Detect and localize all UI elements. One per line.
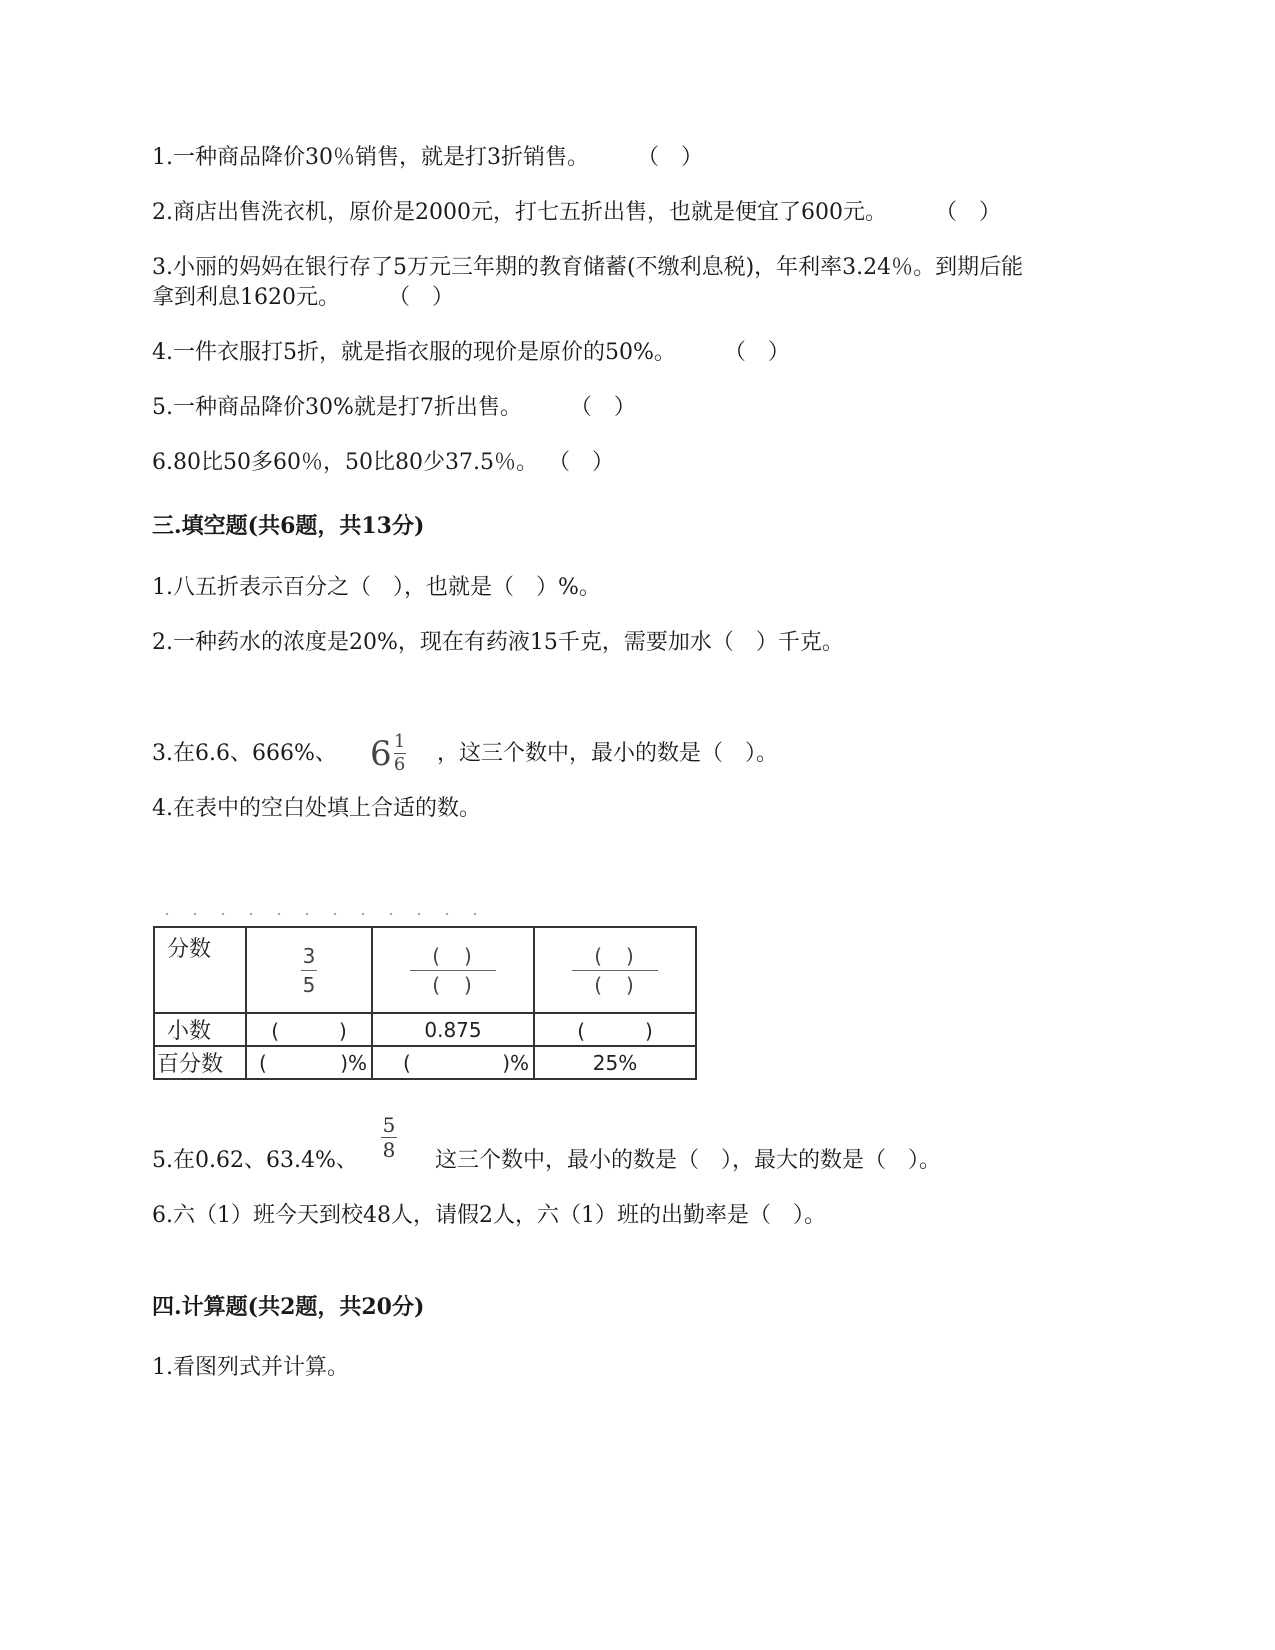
table-row-decimal [154,1013,696,1046]
answer-blank: （ ） [723,340,790,365]
table-cell-fraction-1: $\frac{3}{5}$ [246,927,372,1013]
table-cell-fraction-3: ( ) ( ) [534,927,696,1013]
judgment-item-3-cont: 拿到利息1620元。 （ ） [152,283,454,313]
fill-in-question-3-prefix: 3.在6.6、666%、 [152,741,337,766]
conversion-table [153,926,697,1080]
judgment-item-1: 1.一种商品降价30％销售，就是打3折销售。 （ ） [152,143,703,173]
fill-in-question-5-prefix: 5.在0.62、63.4%、 [152,1148,358,1173]
table-cell-fraction-2: ( ) ( ) [372,927,534,1013]
judgment-item-5: 5.一种商品降价30%就是打7折出售。 （ ） [152,393,636,423]
table-cell-decimal-1: ( ) [246,1013,372,1046]
fraction-five-eighths: 5 8 [382,1113,396,1162]
calculation-question-1: 1.看图列式并计算。 [152,1355,349,1380]
fill-in-question-1: 1.八五折表示百分之（ ），也就是（ ）%。 [152,575,601,600]
table-cell-percent-2: ( )% [372,1046,534,1079]
table-row-percent [154,1046,696,1079]
judgment-item-6: 6.80比50多60％，50比80少37.5％。 （ ） [152,448,614,478]
table-cell-decimal-3: ( ) [534,1013,696,1046]
row-label-decimal: 小数 [154,1013,246,1046]
fill-in-question-6: 6.六（1）班今天到校48人，请假2人，六（1）班的出勤率是（ ）。 [152,1203,826,1228]
table-cell-decimal-2: 0.875 [372,1013,534,1046]
fill-in-question-5-suffix: 这三个数中，最小的数是（ ），最大的数是（ ）。 [435,1148,942,1173]
scan-artifact [153,911,483,917]
answer-blank: （ ） [388,285,455,310]
answer-blank: （ ） [547,450,614,475]
judgment-item-3: 3.小丽的妈妈在银行存了5万元三年期的教育储蓄(不缴利息税)，年利率3.24％。到期后能 [152,255,1024,280]
answer-blank: （ ） [569,395,636,420]
fill-in-question-3-suffix: ，这三个数中，最小的数是（ ）。 [437,741,779,766]
judgment-item-4: 4.一件衣服打5折，就是指衣服的现价是原价的50%。 （ ） [152,338,790,368]
fill-in-question-4: 4.在表中的空白处填上合适的数。 [152,796,481,821]
section-heading-fill-in: 三.填空题(共6题，共13分) [152,513,425,539]
row-label-percent: 百分数 [154,1046,246,1079]
row-label-fraction: 分数 [154,927,246,1013]
table-cell-percent-3: 25% [534,1046,696,1079]
section-heading-calculation: 四.计算题(共2题，共20分) [152,1294,425,1320]
judgment-item-2: 2.商店出售洗衣机，原价是2000元，打七五折出售，也就是便宜了600元。 （ ） [152,198,1001,228]
answer-blank: （ ） [636,145,703,170]
table-cell-percent-1: ( )% [246,1046,372,1079]
mixed-number: 6 $\frac{1}{6}$ [370,731,406,775]
answer-blank: （ ） [934,200,1001,225]
table-row-fraction [154,927,696,1013]
fill-in-question-2: 2.一种药水的浓度是20%，现在有药液15千克，需要加水（ ）千克。 [152,630,844,655]
